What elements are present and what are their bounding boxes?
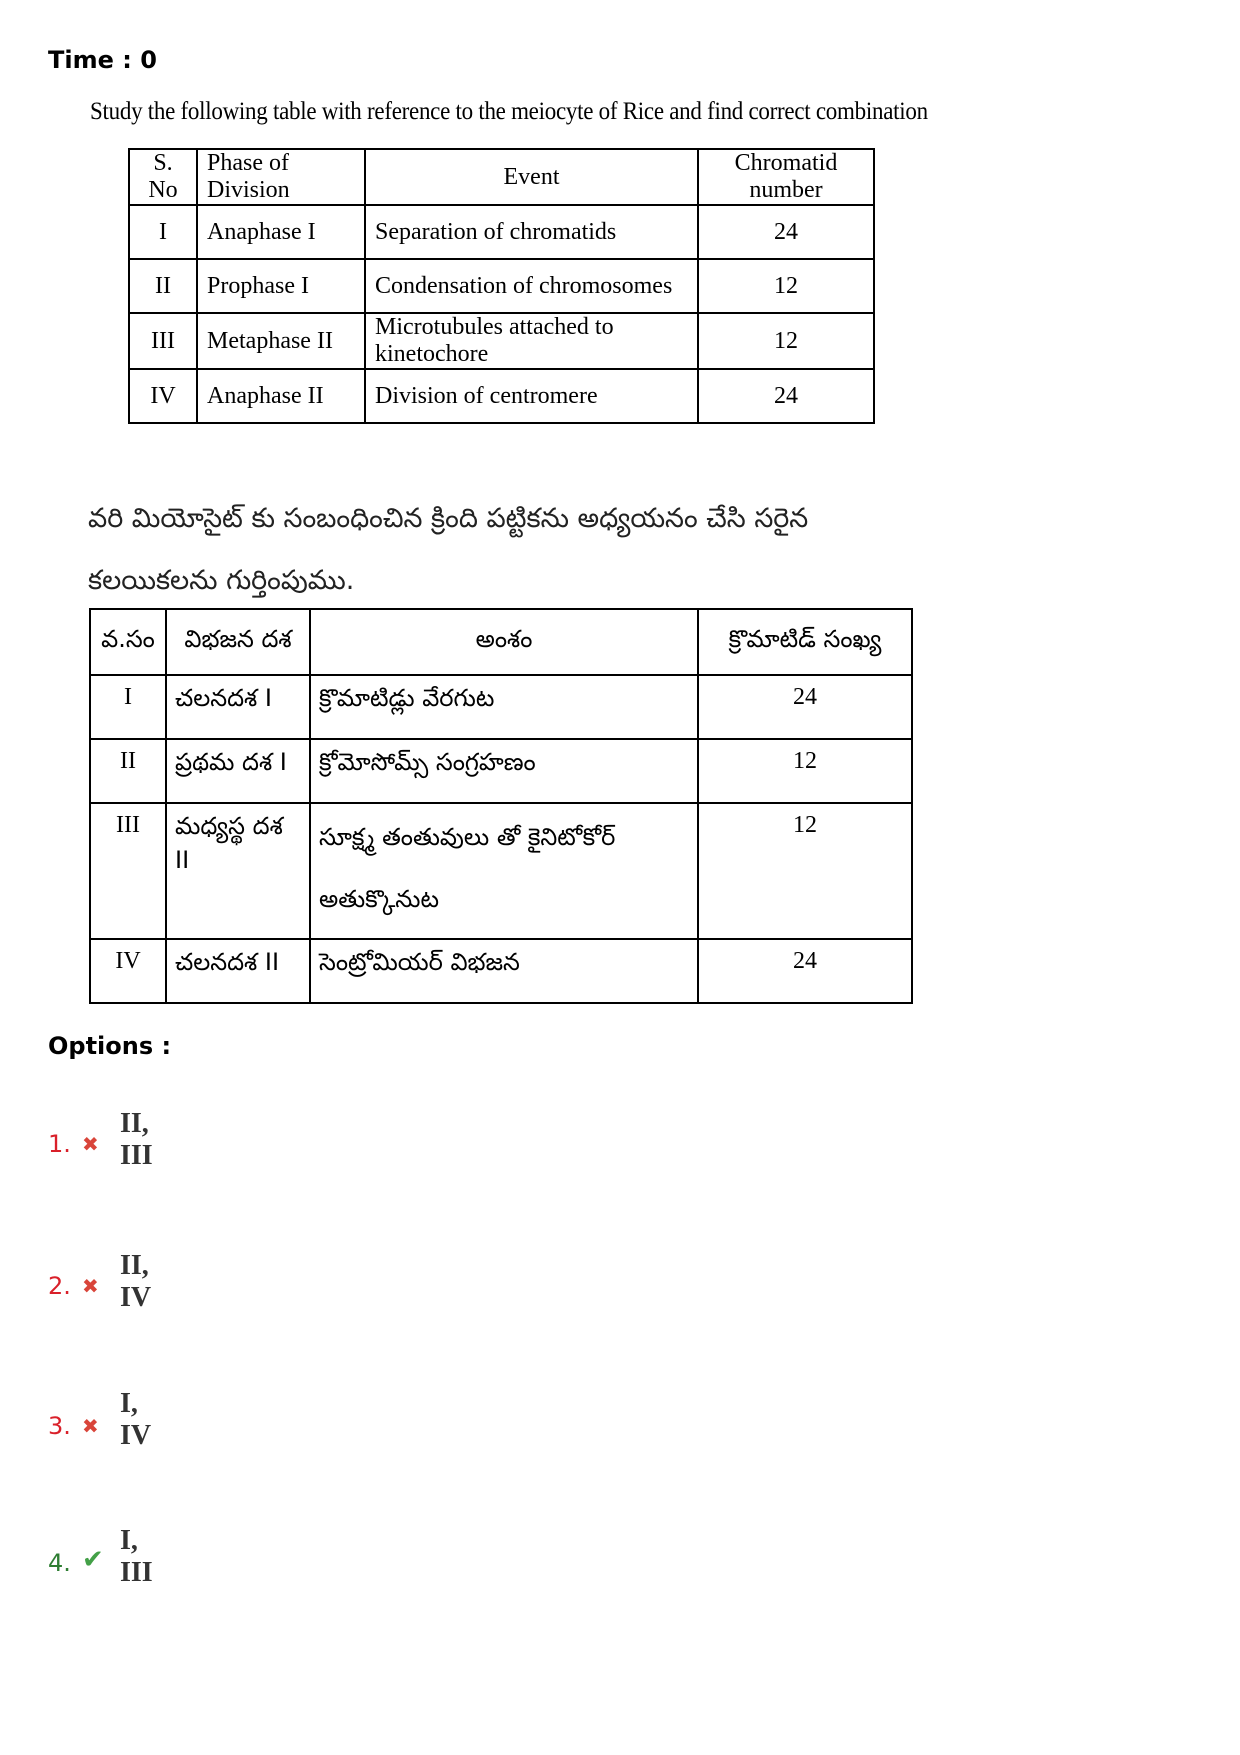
table-cell: Prophase I [197,259,365,313]
table-cell: 12 [698,739,912,803]
table-cell: సూక్ష్మ తంతువులు తో కైనిటోకోర్ అతుక్కొనుట [310,803,698,939]
table-row [90,939,912,1003]
table-cell: IV [90,939,166,1003]
table-cell: ప్రథమ దశ I [166,739,310,803]
question-text-telugu: వరి మియోసైట్ కు సంబంధించిన క్రింది పట్టికను అధ్యయనం చేసి సరైన కలయికలను గుర్తింపుము. [88,503,809,596]
option-text: I, IV [120,1388,152,1451]
table-cell: Metaphase II [197,313,365,369]
option-number: 3. [48,1412,71,1440]
option-number: 1. [48,1130,71,1158]
cross-icon: ✖ [82,1414,99,1438]
table-row [90,675,912,739]
telugu-table [89,608,913,1004]
table-cell: సెంట్రోమియర్ విభజన [310,939,698,1003]
header-sno: S. No [129,149,197,205]
table-cell: Division of centromere [365,369,698,423]
table-cell: III [90,803,166,939]
option-number: 4. [48,1549,71,1577]
header-phase: Phase of Division [197,149,365,205]
header-event: Event [365,149,698,205]
header-phase: విభజన దశ [166,609,310,675]
table-cell: 12 [698,259,874,313]
table-cell: 12 [698,313,874,369]
table-cell: క్రోమోసోమ్స్ సంగ్రహణం [310,739,698,803]
table-cell: మధ్యస్థ దశ II [166,803,310,939]
table-cell: I [90,675,166,739]
table-cell: II [90,739,166,803]
option-text: II, IV [120,1250,152,1313]
header-sno: వ.సం [90,609,166,675]
option-text: I, III [120,1525,153,1588]
table-row [90,739,912,803]
time-label: Time : 0 [48,46,157,74]
option-text: II, III [120,1108,153,1171]
header-chromatid: క్రొమాటిడ్ సంఖ్య [698,609,912,675]
table-row [129,205,874,259]
header-chromatid: Chromatid number [698,149,874,205]
table-cell: క్రొమాటిడ్లు వేరగుట [310,675,698,739]
table-cell: Condensation of chromosomes [365,259,698,313]
table-cell: 24 [698,369,874,423]
table-cell: Separation of chromatids [365,205,698,259]
table-cell: Anaphase I [197,205,365,259]
table-cell: చలనదశ I [166,675,310,739]
table-cell: I [129,205,197,259]
cross-icon: ✖ [82,1274,99,1298]
table-cell: 24 [698,939,912,1003]
table-cell: 24 [698,675,912,739]
table-cell: 12 [698,803,912,939]
question-text-english: Study the following table with reference to the meiocyte of Rice and find correct combination [90,98,928,125]
table-row [129,259,874,313]
table-cell: Microtubules attached to kinetochore [365,313,698,369]
cross-icon: ✖ [82,1132,99,1156]
option-number: 2. [48,1272,71,1300]
table-cell: Anaphase II [197,369,365,423]
table-row [129,369,874,423]
table-cell: III [129,313,197,369]
table-row [129,313,874,369]
table-header-row [90,609,912,675]
table-header-row [129,149,874,205]
table-cell: చలనదశ II [166,939,310,1003]
table-row [90,803,912,939]
english-table [128,148,875,424]
options-label: Options : [48,1032,172,1060]
table-cell: II [129,259,197,313]
header-event: అంశం [310,609,698,675]
table-cell: IV [129,369,197,423]
table-cell: 24 [698,205,874,259]
check-icon: ✔ [82,1545,104,1575]
